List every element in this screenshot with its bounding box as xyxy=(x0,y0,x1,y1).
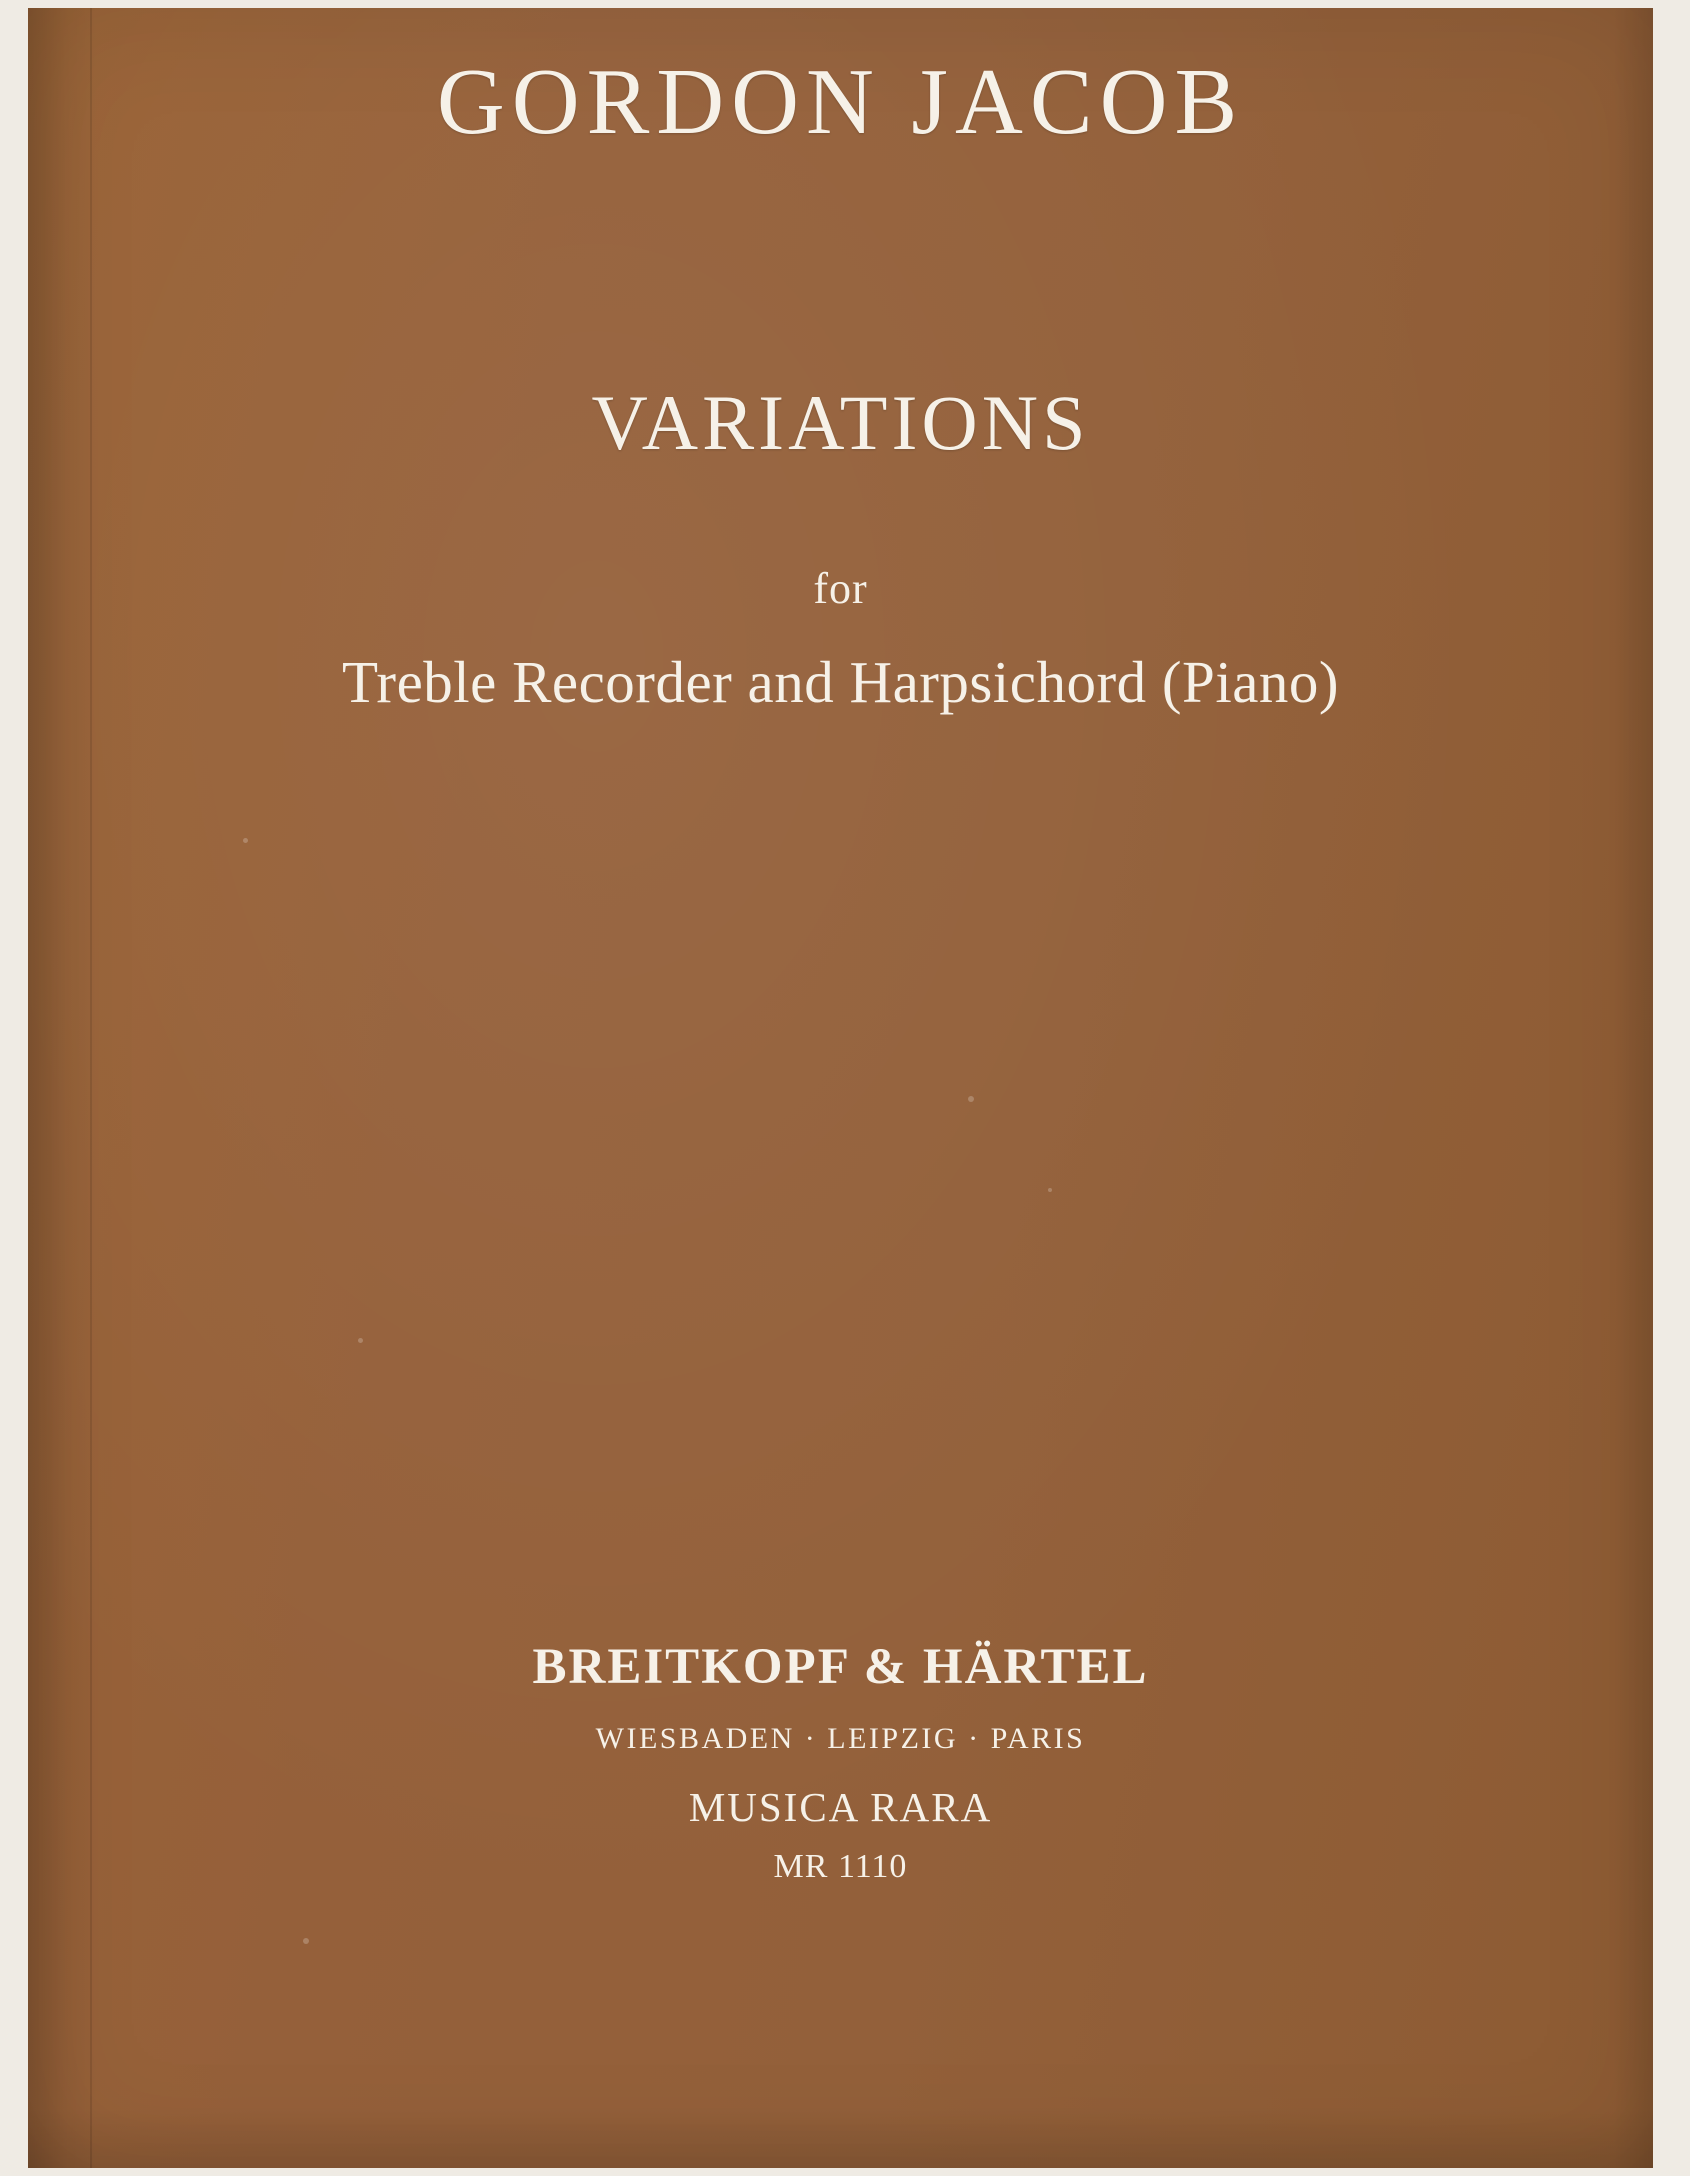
binding-crease-line xyxy=(90,8,92,2168)
paper-speck xyxy=(243,838,248,843)
publisher-cities: WIESBADEN · LEIPZIG · PARIS xyxy=(595,1722,1086,1755)
instrumentation-line: Treble Recorder and Harpsichord (Piano) xyxy=(341,649,1340,715)
paper-speck xyxy=(968,1096,974,1102)
binding-shadow xyxy=(28,8,98,2168)
composer-name: GORDON JACOB xyxy=(436,50,1245,154)
bottom-edge-shadow xyxy=(28,2108,1653,2168)
plate-number: MR 1110 xyxy=(773,1848,908,1885)
right-edge-shadow xyxy=(1613,8,1653,2168)
work-title: VARIATIONS xyxy=(591,379,1090,466)
paper-speck xyxy=(358,1338,363,1343)
paper-speck xyxy=(303,1938,309,1944)
paper-speck xyxy=(1048,1188,1052,1192)
score-cover xyxy=(28,8,1653,2168)
publisher-name: BREITKOPF & HÄRTEL xyxy=(532,1639,1149,1695)
for-label: for xyxy=(813,564,868,613)
imprint-name: MUSICA RARA xyxy=(688,1784,993,1830)
